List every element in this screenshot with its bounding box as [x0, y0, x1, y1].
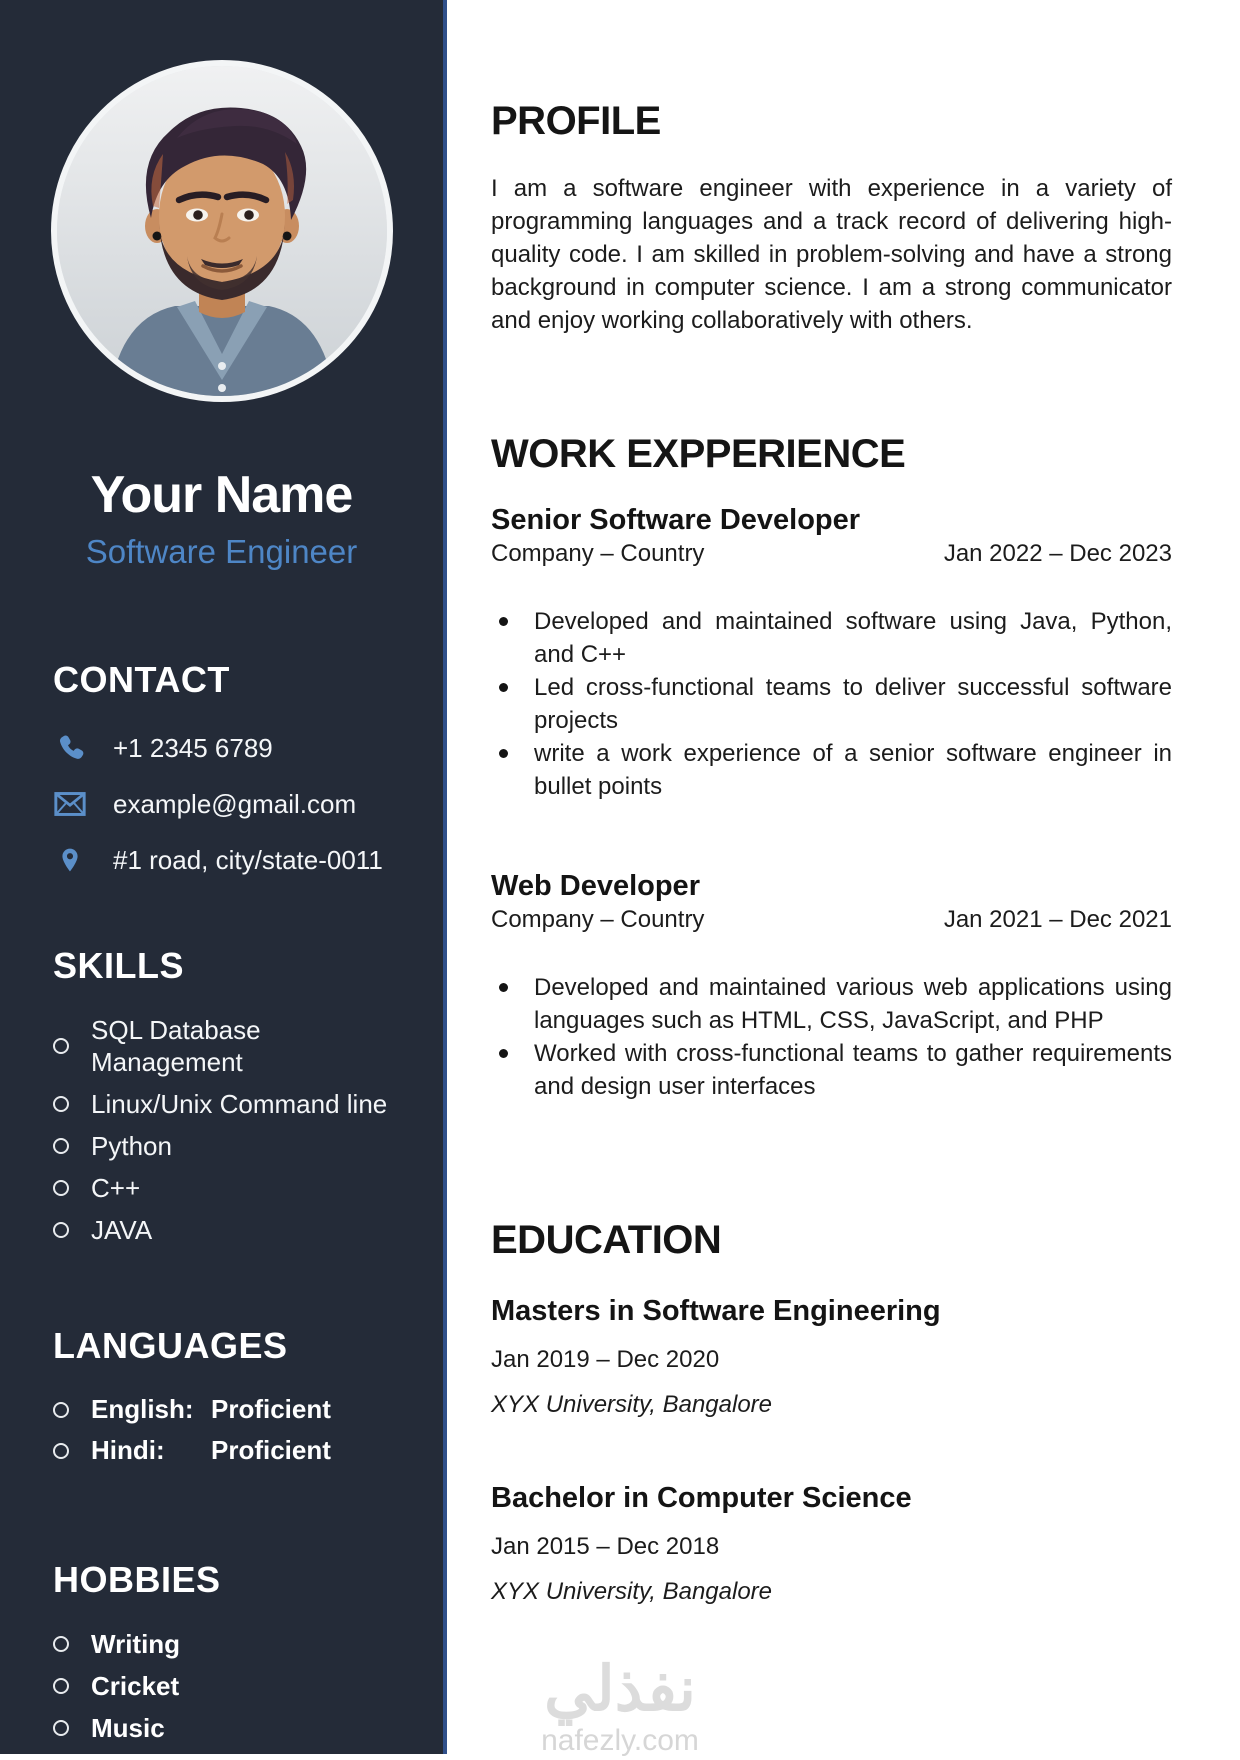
education-dates: Jan 2019 – Dec 2020 — [491, 1346, 720, 1373]
job-bullet: write a work experience of a senior software engineer in bullet points — [534, 740, 1172, 800]
contact-section — [0, 658, 443, 880]
location-pin-icon — [53, 843, 87, 877]
job-dates: Jan 2021 – Dec 2021 — [943, 906, 1172, 933]
profile-photo — [51, 60, 393, 402]
list-item — [53, 1130, 413, 1162]
circle-bullet-icon — [53, 1678, 69, 1694]
watermark-logo: نفذلي — [544, 1655, 696, 1724]
dot-bullet-icon — [499, 1049, 508, 1058]
person-name: Your Name — [90, 466, 353, 524]
contact-heading: CONTACT — [53, 659, 230, 700]
job-company: Company – Country — [491, 906, 705, 933]
job-bullet: Developed and maintained various web applications using languages such as HTML, CSS, JavaScript, and PHP — [534, 974, 1172, 1034]
contact-row-phone — [53, 728, 413, 768]
circle-bullet-icon — [53, 1180, 69, 1196]
contact-row-email — [53, 784, 413, 824]
language-label: Hindi: — [91, 1435, 165, 1465]
circle-bullet-icon — [53, 1096, 69, 1112]
circle-bullet-icon — [53, 1443, 69, 1459]
skills-heading: SKILLS — [53, 945, 185, 986]
list-item — [53, 1712, 413, 1744]
skill-label: C++ — [91, 1173, 141, 1203]
job-bullet-list — [491, 605, 1172, 803]
education-section — [491, 1217, 1172, 1607]
circle-bullet-icon — [53, 1720, 69, 1736]
degree-title: Masters in Software Engineering — [491, 1295, 941, 1327]
languages-list — [53, 1394, 413, 1466]
hobbies-list — [53, 1628, 413, 1744]
phone-number: +1 2345 6789 — [113, 733, 273, 763]
list-item — [53, 1435, 413, 1466]
education-heading: EDUCATION — [491, 1218, 722, 1262]
dot-bullet-icon — [499, 749, 508, 758]
envelope-icon — [53, 787, 87, 821]
person-role: Software Engineer — [85, 533, 358, 570]
list-item — [491, 671, 1172, 737]
email-address: example@gmail.com — [113, 789, 357, 819]
education-dates: Jan 2015 – Dec 2018 — [491, 1533, 720, 1560]
street-address: #1 road, city/state-0011 — [113, 845, 383, 875]
portrait-illustration — [57, 66, 387, 396]
education-entry — [491, 1480, 1172, 1607]
list-item — [53, 1394, 413, 1425]
skills-section — [0, 944, 443, 1246]
list-item — [491, 971, 1172, 1037]
profile-summary: I am a software engineer with experience in a variety of programming languages and a track record of delivering high-quality code. I am skilled in problem-solving and have a strong background in computer science. I am a strong communicator and enjoy working collaboratively with others. — [491, 175, 1172, 334]
circle-bullet-icon — [53, 1038, 69, 1054]
work-experience-section — [491, 431, 1172, 1103]
dot-bullet-icon — [499, 683, 508, 692]
hobbies-heading: HOBBIES — [53, 1559, 221, 1600]
hobby-label: Writing — [91, 1629, 181, 1659]
dot-bullet-icon — [499, 617, 508, 626]
job-entry — [491, 503, 1172, 803]
dot-bullet-icon — [499, 983, 508, 992]
skill-label: SQL Database Management — [91, 1015, 261, 1077]
list-item — [491, 737, 1172, 803]
work-experience-heading: WORK EXPPERIENCE — [491, 432, 906, 476]
education-entry — [491, 1293, 1172, 1420]
list-item — [53, 1628, 413, 1660]
language-level: Proficient — [211, 1394, 331, 1424]
list-item — [53, 1014, 413, 1078]
skills-list — [53, 1014, 413, 1246]
profile-heading: PROFILE — [491, 99, 661, 143]
list-item — [53, 1088, 413, 1120]
education-school: XYX University, Bangalore — [491, 1391, 773, 1418]
contact-list — [53, 728, 413, 880]
education-school: XYX University, Bangalore — [491, 1578, 773, 1605]
phone-icon — [53, 731, 87, 765]
language-label: English: — [91, 1394, 194, 1424]
circle-bullet-icon — [53, 1402, 69, 1418]
circle-bullet-icon — [53, 1222, 69, 1238]
circle-bullet-icon — [53, 1636, 69, 1652]
circle-bullet-icon — [53, 1138, 69, 1154]
skill-label: Linux/Unix Command line — [91, 1089, 388, 1119]
job-meta-row — [491, 539, 1172, 569]
job-company: Company – Country — [491, 540, 705, 567]
skill-label: JAVA — [91, 1215, 153, 1245]
watermark — [500, 1655, 740, 1760]
degree-title: Bachelor in Computer Science — [491, 1482, 912, 1514]
job-bullet: Worked with cross-functional teams to gather requirements and design user interfaces — [534, 1040, 1172, 1100]
job-meta-row — [491, 905, 1172, 935]
hobby-label: Cricket — [91, 1671, 180, 1701]
skill-label: Python — [91, 1131, 172, 1161]
list-item — [491, 605, 1172, 671]
languages-section — [0, 1324, 443, 1466]
list-item — [53, 1214, 413, 1246]
job-title: Senior Software Developer — [491, 504, 861, 536]
job-title: Web Developer — [491, 870, 700, 902]
list-item — [53, 1670, 413, 1702]
job-bullet-list — [491, 971, 1172, 1103]
hobby-label: Music — [91, 1713, 165, 1743]
hobbies-section — [0, 1558, 443, 1744]
watermark-site-url: nafezly.com — [541, 1724, 699, 1757]
languages-heading: LANGUAGES — [53, 1325, 288, 1366]
list-item — [491, 1037, 1172, 1103]
language-level: Proficient — [211, 1435, 331, 1465]
main-content — [447, 0, 1240, 1754]
list-item — [53, 1172, 413, 1204]
job-entry — [491, 869, 1172, 1103]
job-dates: Jan 2022 – Dec 2023 — [943, 540, 1172, 567]
sidebar — [0, 0, 447, 1754]
contact-row-address — [53, 840, 413, 880]
job-bullet: Developed and maintained software using Java, Python, and C++ — [534, 608, 1172, 668]
job-bullet: Led cross-functional teams to deliver successful software projects — [534, 674, 1172, 734]
